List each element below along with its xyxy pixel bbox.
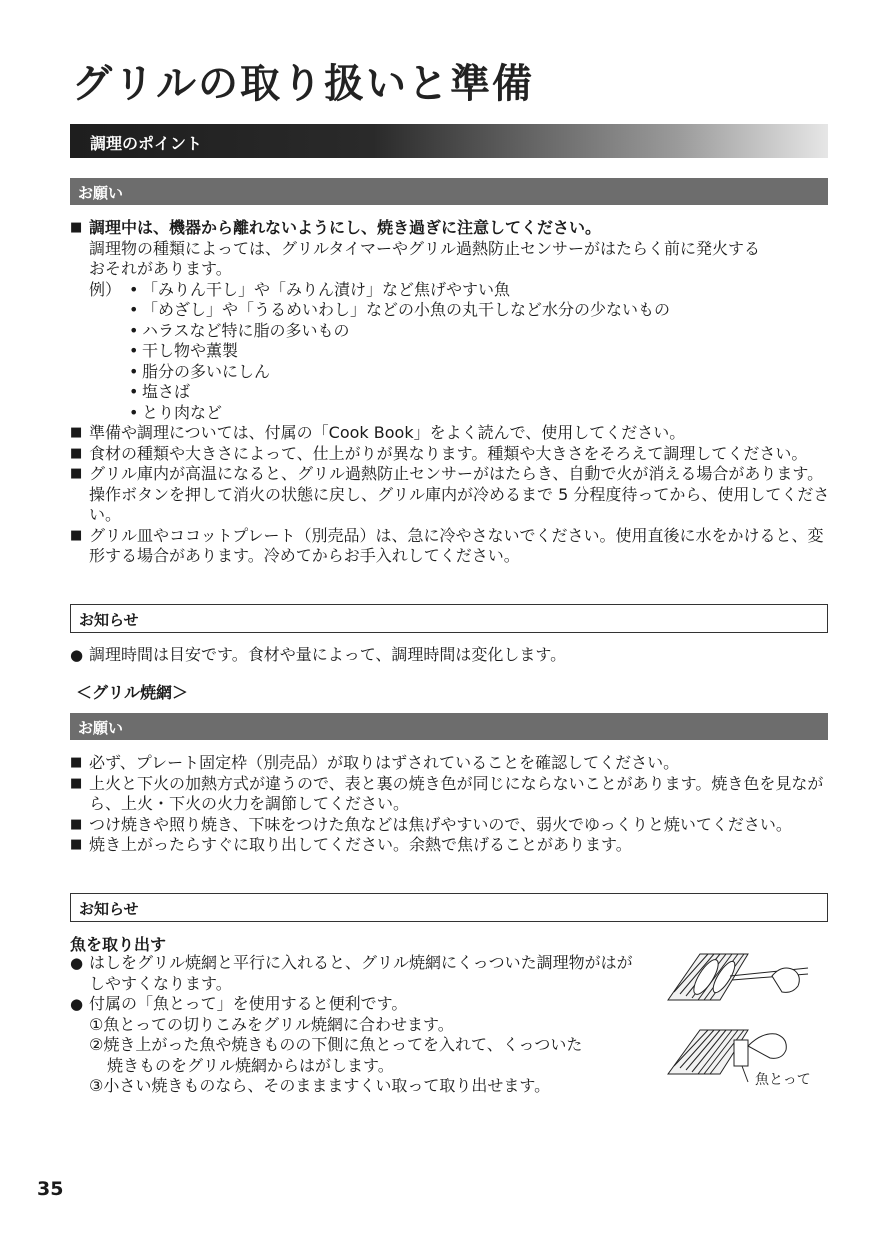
onegai-bar [70,178,828,205]
onegai-label: お願い [78,184,124,202]
list-item: ● はしをグリル焼網と平行に入れると、グリル焼網にくっついた調理物がはがしやすくなります。 [70,953,633,993]
square-bullet-icon: ■ [70,775,83,791]
fish-title: 魚を取り出す [70,935,167,954]
list-item: ■ グリル庫内が高温になると、グリル過熱防止センサーがはたらき、自動で火が消える場合があります。操作ボタンを押して消火の状態に戻し、グリル庫内が冷めるまで 5 分程度待ってから、使用してください。 [70,464,830,524]
example-item: • 「めざし」や「うるめいわし」などの小魚の丸干しなど水分の少ないもの [129,300,830,321]
page-title: グリルの取り扱いと準備 [72,61,534,107]
example-block [70,280,830,424]
oshirase-label: お知らせ [79,611,139,629]
oshirase-label: お知らせ [79,900,139,918]
notice-list [70,645,830,666]
example-item: • 脂分の多いにしん [129,362,830,383]
square-bullet-icon: ■ [70,755,83,770]
dot-bullet-icon: ● [70,954,84,972]
list-item: ■ 食材の種類や大きさによって、仕上がりが異なります。種類や大きさをそろえて調理してください。 [70,443,808,463]
oshirase-box [70,893,828,922]
list-item: ● 調理時間は目安です。食材や量によって、調理時間は変化します。 [70,645,567,664]
grill-net-illustration [660,950,825,1095]
section-header [70,124,828,158]
list-item: ■ 上火と下火の加熱方式が違うので、表と裏の焼き色が同じにならないことがあります。焼き色を見ながら、上火・下火の火力を調節してください。 [70,773,824,813]
list-item: ● 付属の「魚とって」を使用すると便利です。 [70,994,408,1013]
fish-lifter-label: 魚とって [755,1072,811,1088]
page-number: 35 [37,1178,64,1200]
step-1: ①魚とっての切りこみをグリル焼網に合わせます。 [89,1014,454,1034]
example-item: • 塩さば [129,382,830,403]
square-bullet-icon: ■ [70,220,83,235]
example-label: 例） [89,279,122,299]
list-item: ■ グリル皿やココットプレート（別売品）は、急に冷やさないでください。使用直後に水をかけると、変形する場合があります。冷めてからお手入れしてください。 [70,525,824,565]
square-bullet-icon: ■ [70,837,83,852]
square-bullet-icon: ■ [70,425,83,440]
square-bullet-icon: ■ [70,816,83,832]
dot-bullet-icon: ● [70,646,84,664]
list-item: ■ 準備や調理については、付属の「Cook Book」をよく読んで、使用してください。 [70,423,686,442]
step-2-cont: 焼きものをグリル焼網からはがします。 [107,1055,394,1075]
fish-list [70,953,648,1097]
onegai-bar [70,713,828,740]
example-item: • ハラスなど特に脂の多いもの [129,321,830,342]
example-item: • 干し物や薫製 [129,341,830,362]
caution-list-grill [70,753,830,856]
square-bullet-icon: ■ [70,466,83,481]
subheading: ＜グリル焼網＞ [76,683,189,702]
list-item: ■ 焼き上がったらすぐに取り出してください。余熱で焦げることがあります。 [70,835,632,854]
onegai-label: お願い [78,719,124,737]
oshirase-box [70,604,828,633]
list-item: ■ 必ず、プレート固定枠（別売品）が取りはずされていることを確認してください。 [70,753,680,772]
step-2: ②焼き上がった魚や焼きものの下側に魚とってを入れて、くっついた [89,1035,583,1054]
caution-list [70,218,830,567]
square-bullet-icon: ■ [70,527,83,543]
step-3: ③小さい焼きものなら、そのままますくい取って取り出せます。 [89,1076,551,1095]
example-item: • 「みりん干し」や「みりん漬け」など焦げやすい魚 [129,280,830,301]
list-item: ■ つけ焼きや照り焼き、下味をつけた魚などは焦げやすいので、弱火でゆっくりと焼いてください。 [70,814,792,834]
square-bullet-icon: ■ [70,445,83,461]
example-item: • とり肉など [129,403,830,424]
list-item: ■ 調理中は、機器から離れないようにし、焼き過ぎに注意してください。 調理物の種類によっては、グリルタイマーやグリル過熱防止センサーがはたらく前に発火する おそれがあります。 [70,218,761,278]
section-title: 調理のポイント [90,134,203,153]
dot-bullet-icon: ● [70,995,84,1013]
